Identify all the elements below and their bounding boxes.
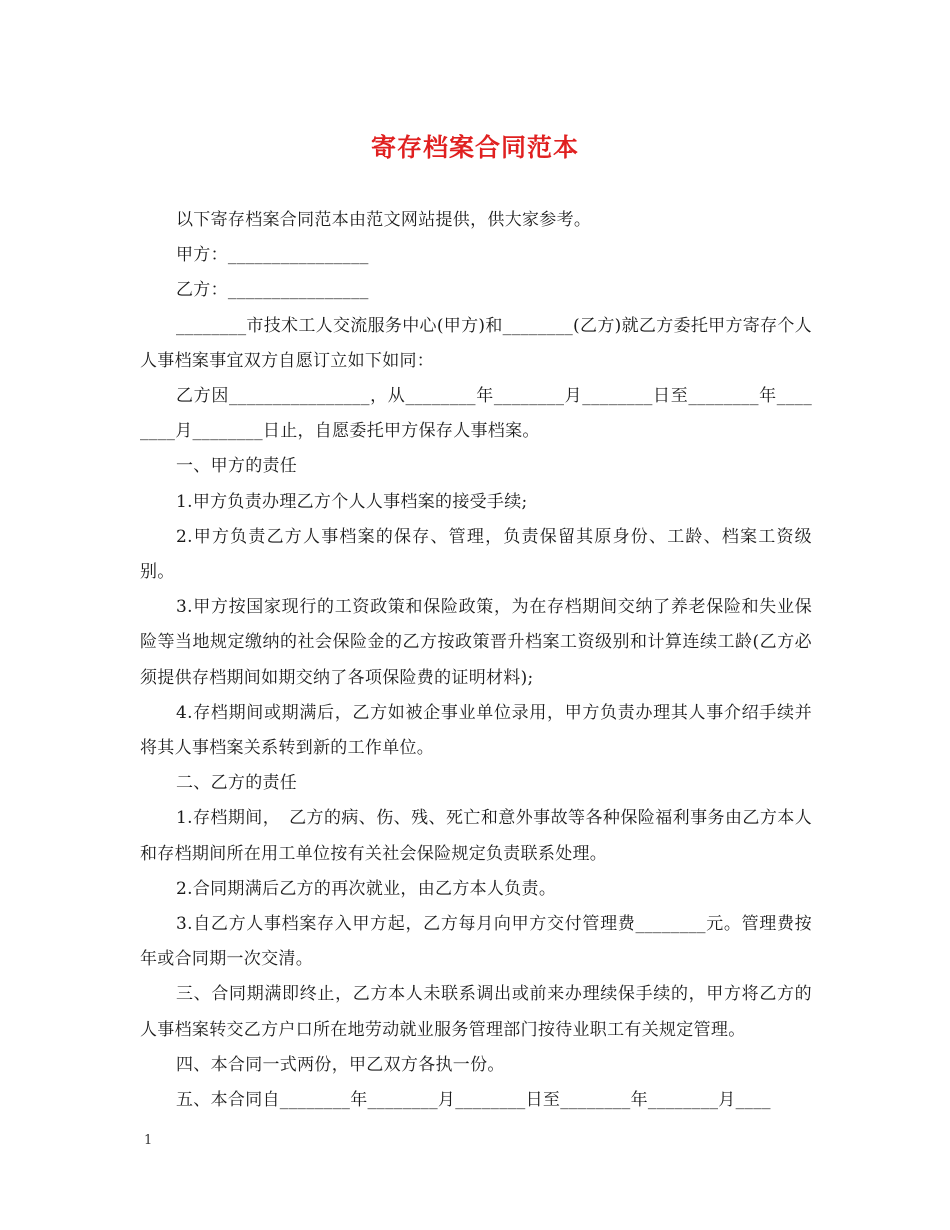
party-a-clause-1: 1.甲方负责办理乙方个人人事档案的接受手续; [176, 491, 528, 512]
section-three: 三、合同期满即终止，乙方本人未联系调出或前来办理续保手续的，甲方将乙方的人事档案转交乙方户口所在地劳动就业服务管理部门按待业职工有关规定管理。 [140, 984, 812, 1040]
party-a-clause-3: 3.甲方按国家现行的工资政策和保险政策，为在存档期间交纳了养老保险和失业保险等当地规定缴纳的社会保险金的乙方按政策晋升档案工资级别和计算连续工龄(乙方必须提供存档期间如期交纳了各项保险费的证明材料); [140, 597, 812, 688]
party-a-clause-4: 4.存档期间或期满后，乙方如被企事业单位录用，甲方负责办理其人事介绍手续并将其人事档案关系转到新的工作单位。 [140, 702, 812, 759]
document-body [140, 203, 812, 1118]
party-b-line: 乙方：________________ [176, 280, 369, 301]
page-number: 1 [144, 1133, 153, 1148]
section-heading-party-b: 二、乙方的责任 [176, 773, 298, 794]
party-a-line: 甲方：________________ [176, 245, 369, 266]
party-b-clause-2: 2.合同期满后乙方的再次就业，由乙方本人负责。 [176, 878, 557, 899]
intro-paragraph: 以下寄存档案合同范本由范文网站提供，供大家参考。 [176, 210, 592, 230]
section-five: 五、本合同自________年________月________日至________年________月____ [176, 1090, 771, 1111]
party-b-clause-1: 1.存档期间， 乙方的病、伤、残、死亡和意外事故等各种保险福利事务由乙方本人和存档期间所在用工单位按有关社会保险规定负责联系处理。 [140, 808, 812, 864]
entrustment-period: 乙方因________________，从________年________月________日至________年________月________日止，自愿委托甲方保存人事档案。 [140, 386, 812, 442]
section-four: 四、本合同一式两份，甲乙双方各执一份。 [176, 1054, 505, 1075]
party-a-clause-2: 2.甲方负责乙方人事档案的保存、管理，负责保留其原身份、工龄、档案工资级别。 [140, 526, 812, 583]
section-heading-party-a: 一、甲方的责任 [176, 456, 298, 477]
document-title: 寄存档案合同范本 [370, 133, 579, 162]
party-b-clause-3: 3.自乙方人事档案存入甲方起，乙方每月向甲方交付管理费________元。管理费按年或合同期一次交清。 [140, 914, 812, 970]
agreement-preamble: ________市技术工人交流服务中心(甲方)和________(乙方)就乙方委托甲方寄存个人人事档案事宜双方自愿订立如下如同： [140, 315, 812, 371]
